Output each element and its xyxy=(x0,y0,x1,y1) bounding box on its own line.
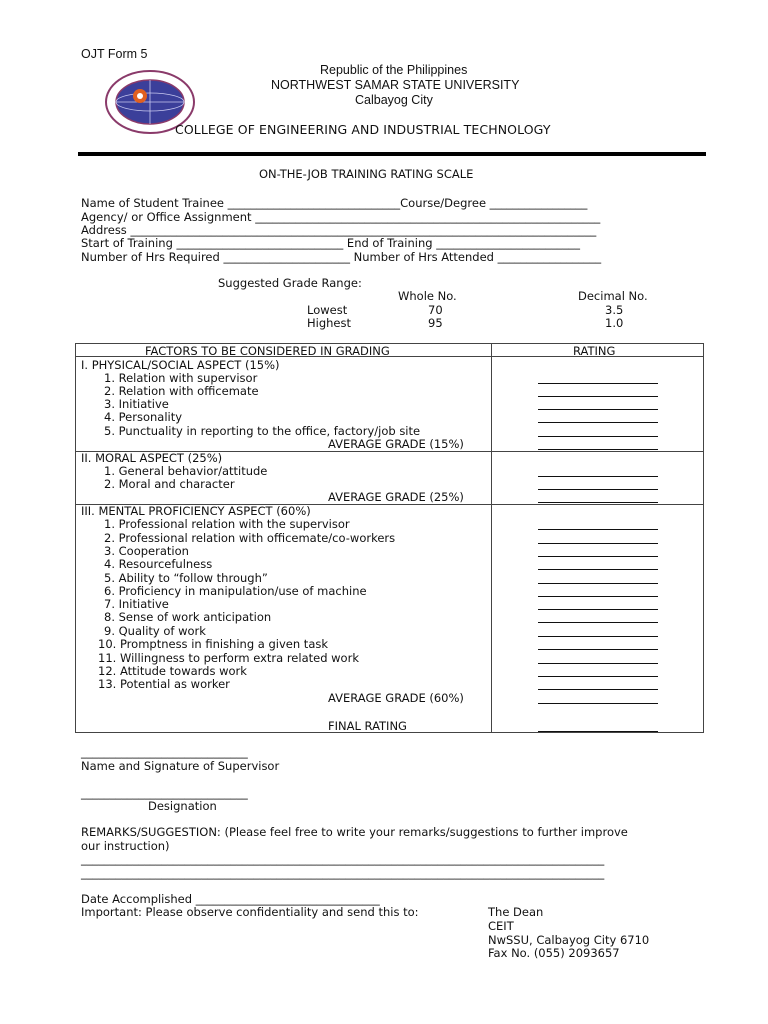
page-title: ON-THE-JOB TRAINING RATING SCALE xyxy=(259,167,474,181)
rating-blank[interactable] xyxy=(538,569,658,570)
rating-blank[interactable] xyxy=(538,556,658,557)
rating-blank[interactable] xyxy=(538,436,658,437)
factor-item: 8. Sense of work anticipation xyxy=(104,610,272,624)
remarks-line[interactable]: ___________________________________________________________________________________________ xyxy=(81,866,605,880)
signature-label: Name and Signature of Supervisor xyxy=(81,759,280,773)
table-head-factors: FACTORS TO BE CONSIDERED IN GRADING xyxy=(145,344,390,358)
header-college: COLLEGE OF ENGINEERING AND INDUSTRIAL TECHNOLOGY xyxy=(175,122,551,137)
section-title: III. MENTAL PROFICIENCY ASPECT (60%) xyxy=(81,504,311,518)
section-title: I. PHYSICAL/SOCIAL ASPECT (15%) xyxy=(81,358,280,372)
remarks-label: REMARKS/SUGGESTION: (Please feel free to write your remarks/suggestions to further improve xyxy=(81,825,628,839)
grade-range-label: Suggested Grade Range: xyxy=(218,276,362,290)
factor-item: 3. Cooperation xyxy=(104,544,189,558)
factor-item: 4. Resourcefulness xyxy=(104,557,213,571)
factor-item: 9. Quality of work xyxy=(104,624,206,638)
factor-item: 6. Proficiency in manipulation/use of machine xyxy=(104,584,367,598)
table-head-rating: RATING xyxy=(573,344,616,358)
rating-blank[interactable] xyxy=(538,649,658,650)
rating-blank[interactable] xyxy=(538,476,658,477)
section-title: II. MORAL ASPECT (25%) xyxy=(81,451,223,465)
rating-blank[interactable] xyxy=(538,529,658,530)
factor-item: 1. Professional relation with the supervisor xyxy=(104,517,350,531)
average-grade-label: AVERAGE GRADE (60%) xyxy=(328,691,464,705)
factor-item: 13. Potential as worker xyxy=(98,677,230,691)
field-agency[interactable]: Agency/ or Office Assignment ____________________________________________________________ xyxy=(81,210,601,224)
grade-row-name: Lowest xyxy=(307,303,348,317)
factor-item: 3. Initiative xyxy=(104,397,169,411)
rating-blank[interactable] xyxy=(538,489,658,490)
grade-row-decimal: 1.0 xyxy=(605,316,624,330)
factor-item: 7. Initiative xyxy=(104,597,169,611)
grade-row-name: Highest xyxy=(307,316,352,330)
rating-blank[interactable] xyxy=(538,609,658,610)
factor-item: 5. Ability to “follow through” xyxy=(104,571,268,585)
designation-line[interactable]: _____________________________ xyxy=(81,786,248,800)
factor-item: 2. Relation with officemate xyxy=(104,384,259,398)
rating-blank[interactable] xyxy=(538,383,658,384)
grade-col-whole: Whole No. xyxy=(398,289,457,303)
rating-blank[interactable] xyxy=(538,422,658,423)
field-hours[interactable]: Number of Hrs Required ______________________ Number of Hrs Attended __________________ xyxy=(81,250,602,264)
rating-blank[interactable] xyxy=(538,409,658,410)
grade-row-whole: 70 xyxy=(428,303,443,317)
field-student-course[interactable]: Name of Student Trainee ______________________________Course/Degree _________________ xyxy=(81,196,588,210)
important-note: Important: Please observe confidentiality and send this to: xyxy=(81,905,419,919)
rating-blank[interactable] xyxy=(538,449,658,450)
form-id: OJT Form 5 xyxy=(81,47,148,61)
table-column-divider xyxy=(491,343,492,733)
designation-label: Designation xyxy=(148,799,217,813)
grade-row-whole: 95 xyxy=(428,316,443,330)
header-city: Calbayog City xyxy=(355,93,433,107)
rating-blank[interactable] xyxy=(538,676,658,677)
remarks-label-cont: our instruction) xyxy=(81,839,170,853)
date-accomplished-field[interactable]: Date Accomplished ________________________________ xyxy=(81,892,380,906)
remarks-line[interactable]: ___________________________________________________________________________________________ xyxy=(81,852,605,866)
factor-item: 11. Willingness to perform extra related work xyxy=(98,651,359,665)
address-line: Fax No. (055) 2093657 xyxy=(488,946,620,960)
rating-blank[interactable] xyxy=(538,596,658,597)
average-grade-label: AVERAGE GRADE (25%) xyxy=(328,490,464,504)
rating-blank[interactable] xyxy=(538,689,658,690)
header-republic: Republic of the Philippines xyxy=(320,63,468,77)
rating-blank[interactable] xyxy=(538,622,658,623)
average-grade-label: AVERAGE GRADE (15%) xyxy=(328,437,464,451)
rating-blank[interactable] xyxy=(538,396,658,397)
address-line: CEIT xyxy=(488,919,514,933)
rating-blank[interactable] xyxy=(538,502,658,503)
rating-blank[interactable] xyxy=(538,663,658,664)
factor-item: 1. General behavior/attitude xyxy=(104,464,268,478)
factor-item: 5. Punctuality in reporting to the office, factory/job site xyxy=(104,424,421,438)
factor-item: 2. Professional relation with officemate/co-workers xyxy=(104,531,396,545)
rating-blank[interactable] xyxy=(538,636,658,637)
rating-blank[interactable] xyxy=(538,543,658,544)
address-line: NwSSU, Calbayog City 6710 xyxy=(488,933,650,947)
header-university: NORTHWEST SAMAR STATE UNIVERSITY xyxy=(271,78,520,92)
factor-item: 4. Personality xyxy=(104,410,183,424)
factor-item: 2. Moral and character xyxy=(104,477,235,491)
header-rule xyxy=(78,152,706,156)
factor-item: 12. Attitude towards work xyxy=(98,664,247,678)
grade-col-decimal: Decimal No. xyxy=(578,289,648,303)
field-training-dates[interactable]: Start of Training _____________________________ End of Training _________________________ xyxy=(81,236,580,250)
grade-row-decimal: 3.5 xyxy=(605,303,624,317)
rating-blank[interactable] xyxy=(538,583,658,584)
signature-line[interactable]: _____________________________ xyxy=(81,745,248,759)
rating-blank[interactable] xyxy=(538,731,658,732)
field-address[interactable]: Address _________________________________________________________________________________ xyxy=(81,223,597,237)
rating-blank[interactable] xyxy=(538,703,658,704)
factor-item: 10. Promptness in finishing a given task xyxy=(98,637,329,651)
final-rating-label: FINAL RATING xyxy=(328,719,407,733)
factor-item: 1. Relation with supervisor xyxy=(104,371,258,385)
address-line: The Dean xyxy=(488,905,544,919)
